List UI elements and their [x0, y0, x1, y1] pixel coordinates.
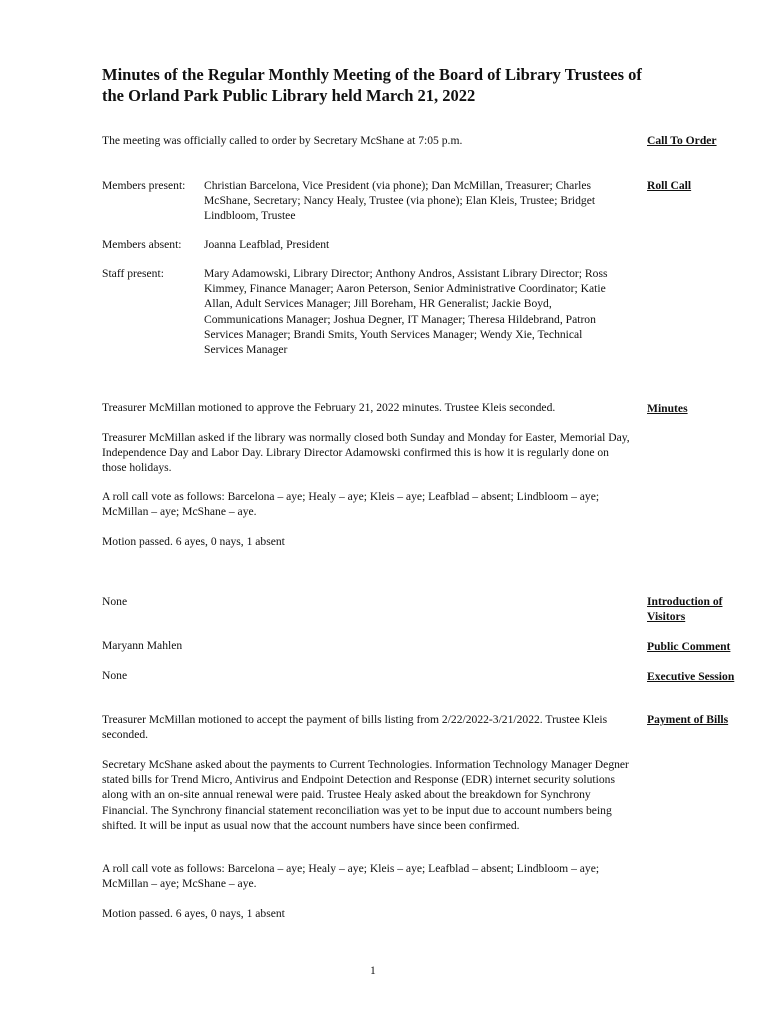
minutes-motion: Treasurer McMillan motioned to approve the February 21, 2022 minutes. Trustee Kleis seconded. — [102, 401, 556, 414]
public-comment-text: Maryann Mahlen — [102, 639, 183, 652]
staff-present-row — [102, 266, 632, 361]
staff-present-value: Mary Adamowski, Library Director; Anthony Andros, Assistant Library Director; Ross Kimmey, Finance Manager; Aaron Peterson, Senior Administrative Coordinator; Katie Allan, Adult Services Manager; Jill Boreham, HR Generalist; Jackie Boyd, Communications Manager; Joshua Degner, IT Manager; Theresa Hildebrand, Patron Services Manager; Brandi Smits, Youth Services Manager; Wendy Xie, Technical Services Manager — [204, 267, 608, 357]
page-number: 1 — [370, 964, 376, 977]
members-present-row — [102, 178, 632, 228]
executive-session-heading: Executive Session — [647, 670, 735, 683]
visitors-text: None — [102, 595, 128, 608]
minutes-roll-call-vote: A roll call vote as follows: Barcelona – aye; Healy – aye; Kleis – aye; Leafblad – absent; Lindbloom – aye; McMillan – aye; McShane – aye. — [102, 490, 600, 519]
bills-motion: Treasurer McMillan motioned to accept the payment of bills listing from 2/22/2022-3/21/2022. Trustee Kleis seconded. — [102, 713, 608, 742]
members-absent-value: Joanna Leafblad, President — [204, 238, 330, 251]
members-present-label: Members present: — [102, 179, 186, 192]
roll-call-heading: Roll Call — [647, 179, 692, 192]
minutes-heading: Minutes — [647, 402, 688, 415]
public-comment-heading: Public Comment — [647, 640, 731, 653]
members-absent-row — [102, 237, 632, 255]
bills-roll-call-vote: A roll call vote as follows: Barcelona – aye; Healy – aye; Kleis – aye; Leafblad – absent; Lindbloom – aye; McMillan – aye; McShane – aye. — [102, 862, 600, 891]
executive-session-text: None — [102, 669, 128, 682]
members-absent-label: Members absent: — [102, 238, 182, 251]
minutes-motion-result: Motion passed. 6 ayes, 0 nays, 1 absent — [102, 535, 285, 548]
call-to-order-heading: Call To Order — [647, 134, 717, 147]
payment-of-bills-heading: Payment of Bills — [647, 713, 729, 726]
call-to-order-text: The meeting was officially called to order by Secretary McShane at 7:05 p.m. — [102, 134, 463, 147]
staff-present-label: Staff present: — [102, 267, 164, 280]
bills-discussion: Secretary McShane asked about the payments to Current Technologies. Information Technology Manager Degner stated bills for Trend Micro, Antivirus and Endpoint Detection and Response (EDR) internet security solutions along with an on-site annual renewal were paid. Trustee Healy asked about the breakdown for Synchrony Financial. The Synchrony financial statement reconciliation was yet to be input due to account numbers being shifted. It will be input as usual now that the account numbers have since been confirmed. — [102, 758, 629, 832]
members-present-value: Christian Barcelona, Vice President (via phone); Dan McMillan, Treasurer; Charles McShane, Secretary; Nancy Healy, Trustee (via phone); Elan Kleis, Trustee; Bridget Lindbloom, Trustee — [204, 179, 596, 223]
minutes-discussion: Treasurer McMillan asked if the library was normally closed both Sunday and Monday for Easter, Memorial Day, Independence Day and Labor Day. Library Director Adamowski confirmed this is how it is regularly done on those holidays. — [102, 431, 630, 475]
bills-motion-result: Motion passed. 6 ayes, 0 nays, 1 absent — [102, 907, 285, 920]
document-title: Minutes of the Regular Monthly Meeting of the Board of Library Trustees of the Orland Park Public Library held March 21, 2022 — [102, 65, 642, 105]
visitors-heading: Introduction of Visitors — [647, 595, 723, 624]
